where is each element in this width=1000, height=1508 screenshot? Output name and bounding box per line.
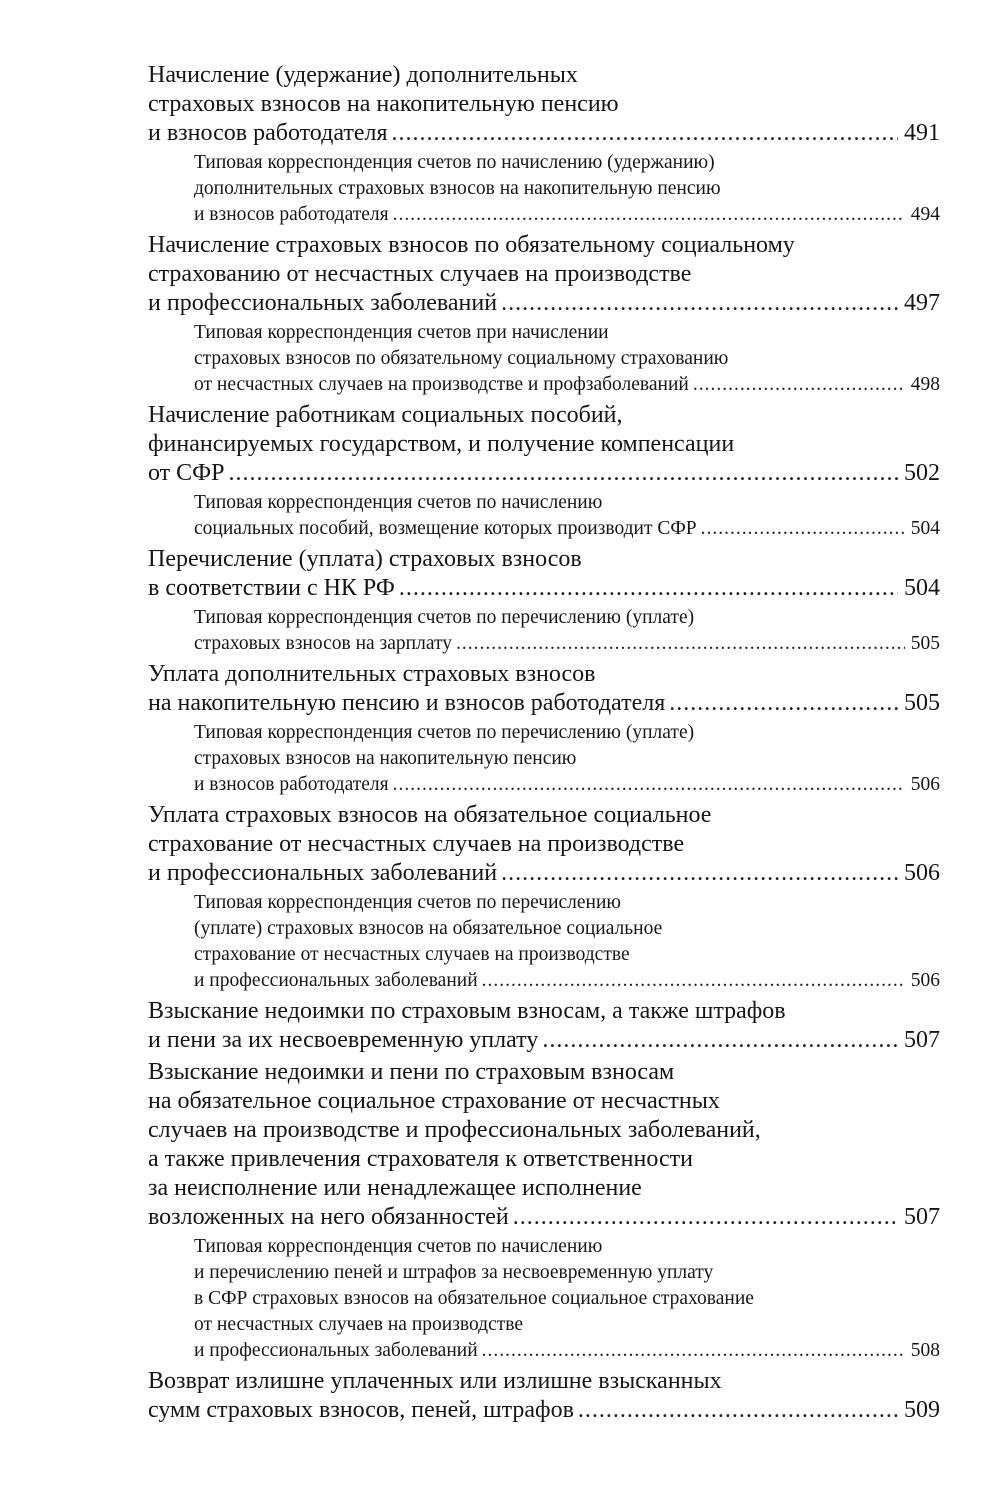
dot-leader — [229, 459, 899, 488]
toc-entry-last-line — [194, 372, 940, 398]
toc-entry-line: Типовая корреспонденция счетов по начислению — [194, 492, 603, 513]
dot-leader — [393, 772, 905, 798]
dot-leader — [701, 516, 905, 542]
toc-entry — [148, 401, 940, 488]
dot-leader — [393, 202, 905, 228]
toc-entry-line: от СФР — [148, 460, 225, 486]
toc-entry-line: страхование от несчастных случаев на производстве — [194, 944, 630, 965]
toc-subentry — [194, 150, 940, 228]
toc-entry-line: страховых взносов на накопительную пенсию — [194, 748, 577, 769]
toc-entry-line: Начисление работникам социальных пособий, — [148, 402, 623, 428]
toc-entry-last-line — [148, 859, 940, 888]
page-number: 494 — [910, 204, 940, 225]
page-number: 505 — [910, 633, 940, 654]
toc-entry-last-line — [148, 459, 940, 488]
toc-subentry — [194, 1234, 940, 1364]
toc-entry-line: страховых взносов на зарплату — [194, 633, 452, 654]
toc-entry — [148, 660, 940, 718]
toc-entry-line: в СФР страховых взносов на обязательное социальное страхование — [194, 1288, 754, 1309]
toc-entry-line: Типовая корреспонденция счетов по перечислению (уплате) — [194, 607, 695, 628]
toc-entry-line: за неисполнение или ненадлежащее исполнение — [148, 1175, 642, 1201]
table-of-contents — [148, 58, 940, 1425]
dot-leader — [542, 1026, 898, 1055]
toc-entry-line: Типовая корреспонденция счетов по перечислению (уплате) — [194, 722, 695, 743]
toc-entry-line: на накопительную пенсию и взносов работодателя — [148, 690, 666, 716]
toc-entry-last-line — [148, 689, 940, 718]
toc-entry-line: страховых взносов на накопительную пенсию — [148, 91, 619, 117]
page-number: 502 — [904, 460, 940, 486]
toc-entry-line: сумм страховых взносов, пеней, штрафов — [148, 1397, 574, 1423]
toc-entry-line: дополнительных страховых взносов на накопительную пенсию — [194, 178, 721, 199]
page-number: 507 — [904, 1204, 940, 1230]
page-number: 509 — [904, 1397, 940, 1423]
toc-entry-line: и взносов работодателя — [148, 120, 388, 146]
toc-entry-last-line — [148, 1396, 940, 1425]
toc-entry — [148, 231, 940, 318]
toc-entry-last-line — [148, 289, 940, 318]
toc-entry-line: от несчастных случаев на производстве — [194, 1314, 524, 1335]
page-number: 504 — [904, 575, 940, 601]
page-number: 508 — [910, 1340, 940, 1361]
toc-entry-last-line — [194, 1338, 940, 1364]
toc-entry-last-line — [148, 1203, 940, 1232]
toc-entry-line: Начисление (удержание) дополнительных — [148, 62, 578, 88]
toc-entry — [148, 545, 940, 603]
toc-entry-line: в соответствии с НК РФ — [148, 575, 395, 601]
page-number: 506 — [910, 970, 940, 991]
toc-entry-line: социальных пособий, возмещение которых производит СФР — [194, 518, 697, 539]
toc-entry-line: страхование от несчастных случаев на производстве — [148, 831, 685, 857]
toc-entry — [148, 61, 940, 148]
page-number: 498 — [910, 374, 940, 395]
toc-entry-last-line — [194, 202, 940, 228]
toc-entry-line: (уплате) страховых взносов на обязательное социальное — [194, 918, 663, 939]
toc-subentry — [194, 605, 940, 657]
toc-entry-line: Взыскание недоимки по страховым взносам, а также штрафов — [148, 998, 786, 1024]
toc-entry-line: и профессиональных заболеваний — [194, 970, 478, 991]
dot-leader — [578, 1396, 898, 1425]
page-number: 504 — [910, 518, 940, 539]
page-number: 497 — [904, 290, 940, 316]
toc-entry-last-line — [194, 772, 940, 798]
dot-leader — [482, 968, 905, 994]
toc-entry-line: страховых взносов по обязательному социальному страхованию — [194, 348, 729, 369]
toc-entry-line: на обязательное социальное страхование от несчастных — [148, 1088, 720, 1114]
toc-subentry — [194, 720, 940, 798]
toc-entry-last-line — [194, 631, 940, 657]
dot-leader — [669, 689, 898, 718]
toc-entry-line: Типовая корреспонденция счетов по начислению (удержанию) — [194, 152, 715, 173]
page-number: 506 — [904, 860, 940, 886]
toc-subentry — [194, 320, 940, 398]
toc-entry-line: страхованию от несчастных случаев на производстве — [148, 261, 692, 287]
toc-entry-line: финансируемых государством, и получение компенсации — [148, 431, 735, 457]
toc-entry-line: и перечислению пеней и штрафов за несвоевременную уплату — [194, 1262, 714, 1283]
dot-leader — [501, 859, 898, 888]
toc-entry — [148, 1367, 940, 1425]
page-number: 491 — [904, 120, 940, 146]
toc-entry-line: и профессиональных заболеваний — [194, 1340, 478, 1361]
toc-subentry — [194, 490, 940, 542]
dot-leader — [693, 372, 905, 398]
toc-entry-last-line — [148, 1026, 940, 1055]
toc-entry-line: и взносов работодателя — [194, 774, 389, 795]
dot-leader — [399, 574, 898, 603]
toc-entry-line: Начисление страховых взносов по обязательному социальному — [148, 232, 795, 258]
toc-entry-last-line — [148, 574, 940, 603]
toc-entry-line: Типовая корреспонденция счетов при начислении — [194, 322, 609, 343]
toc-entry — [148, 1058, 940, 1232]
dot-leader — [513, 1203, 898, 1232]
toc-subentry — [194, 890, 940, 994]
toc-entry — [148, 801, 940, 888]
toc-entry-last-line — [148, 119, 940, 148]
dot-leader — [501, 289, 898, 318]
toc-entry-line: Уплата дополнительных страховых взносов — [148, 661, 596, 687]
toc-entry-line: и взносов работодателя — [194, 204, 389, 225]
toc-entry-line: и профессиональных заболеваний — [148, 290, 498, 316]
toc-entry-last-line — [194, 516, 940, 542]
dot-leader — [482, 1338, 905, 1364]
toc-entry-line: возложенных на него обязанностей — [148, 1204, 509, 1230]
toc-entry — [148, 997, 940, 1055]
toc-entry-line: Уплата страховых взносов на обязательное социальное — [148, 802, 712, 828]
toc-entry-line: Перечисление (уплата) страховых взносов — [148, 546, 582, 572]
toc-entry-line: а также привлечения страхователя к ответственности — [148, 1146, 693, 1172]
toc-entry-line: Типовая корреспонденция счетов по перечислению — [194, 892, 621, 913]
toc-entry-line: Возврат излишне уплаченных или излишне взысканных — [148, 1368, 722, 1394]
toc-entry-line: и профессиональных заболеваний — [148, 860, 498, 886]
toc-entry-line: и пени за их несвоевременную уплату — [148, 1027, 539, 1053]
page-number: 505 — [904, 690, 940, 716]
toc-entry-line: случаев на производстве и профессиональных заболеваний, — [148, 1117, 761, 1143]
toc-entry-line: Типовая корреспонденция счетов по начислению — [194, 1236, 603, 1257]
toc-entry-line: Взыскание недоимки и пени по страховым взносам — [148, 1059, 675, 1085]
dot-leader — [392, 119, 898, 148]
toc-entry-line: от несчастных случаев на производстве и профзаболеваний — [194, 374, 689, 395]
page-number: 506 — [910, 774, 940, 795]
toc-entry-last-line — [194, 968, 940, 994]
dot-leader — [456, 631, 905, 657]
page-number: 507 — [904, 1027, 940, 1053]
